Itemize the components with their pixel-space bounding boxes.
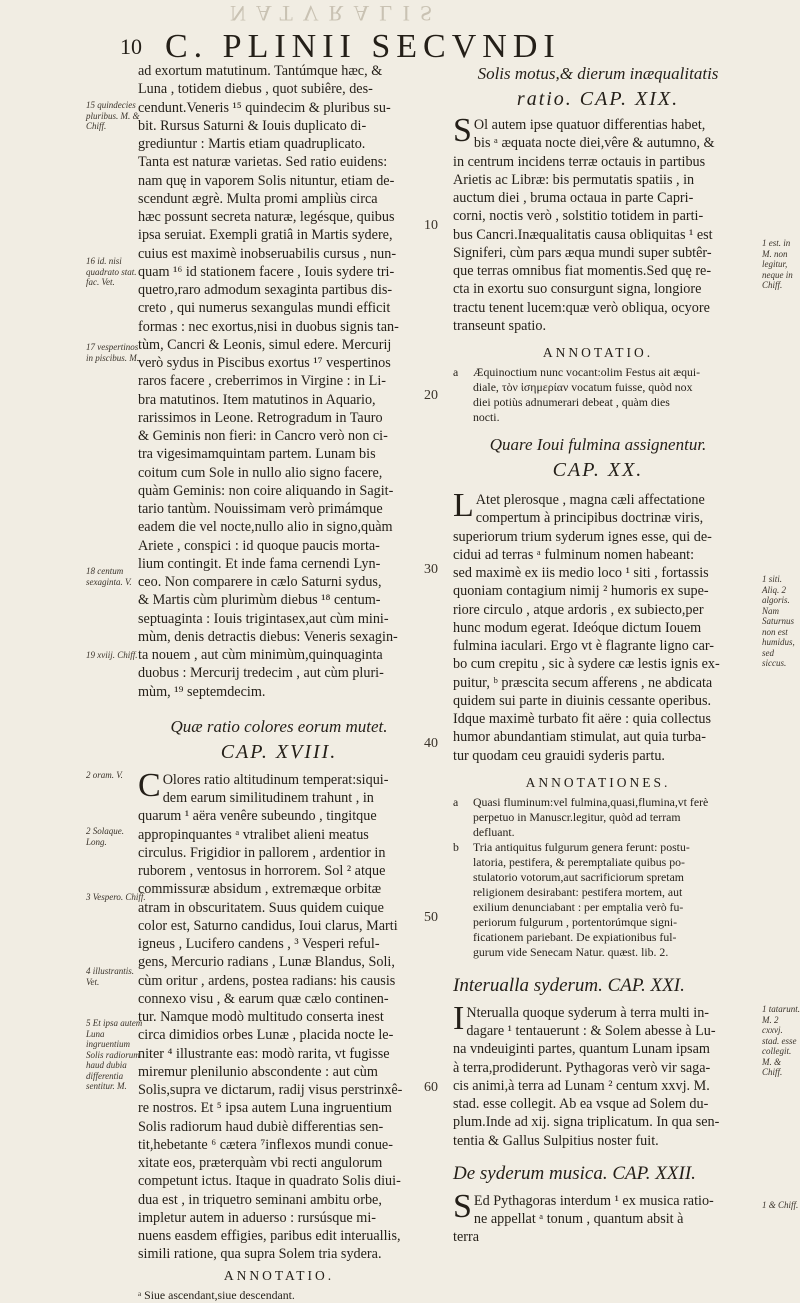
text-line: bis ᵃ æquata nocte diei,vêre & autumno, & bbox=[473, 135, 715, 152]
text-line: corni, noctis verò , solstitio totidem in parti- bbox=[453, 208, 704, 225]
text-line: miremur plenilunio abscondente : aut cùm bbox=[138, 1063, 378, 1080]
chapter-21-title: Interualla syderum. CAP. XXI. bbox=[453, 974, 685, 996]
chapter-18-title: Quæ ratio colores eorum mutet. bbox=[170, 716, 388, 736]
margin-note-18: 18 centum sexaginta. V. bbox=[86, 566, 132, 587]
text-line: duobus : Mercurij tredecim , aut cùm pluri- bbox=[138, 665, 384, 682]
text-line: ipsa seruiat. Exempli gratiâ in Martis sydere, bbox=[138, 227, 393, 244]
text-line: circa dimidios orbes Lunæ , placida nocte le- bbox=[138, 1027, 394, 1044]
text-line: perpetuo in Manuscr.legitur, quòd ad terram bbox=[473, 809, 681, 824]
text-line: ne appellat ᵃ tonum , quantum absit à bbox=[473, 1211, 684, 1227]
right-text-block-4 bbox=[453, 1187, 743, 1247]
text-line: simili ratione, qua supra Solem tria sydera. bbox=[138, 1246, 382, 1263]
text-line: color est, Saturno candidus, Ioui clarus, Marti bbox=[138, 917, 398, 934]
left-text-block-2 bbox=[138, 766, 420, 1264]
text-line: cendunt.Veneris ¹⁵ quindecim & pluribus su- bbox=[138, 99, 391, 116]
text-line: impletur autem in aduerso : rursúsque mi- bbox=[138, 1209, 376, 1226]
margin-note-r2: 1 siti. Aliq. 2 algoris. Nam Saturnus non est humidus, sed siccus. bbox=[762, 574, 795, 668]
text-line: Arietis ac Libræ: bis permutatis spatiis , in bbox=[453, 171, 695, 188]
text-line: formas : nec exortus,nisi in duobus signis tan- bbox=[138, 318, 399, 335]
margin-note-a2b: 2 Solaque. Long. bbox=[86, 826, 124, 847]
text-line: Ed Pythagoras interdum ¹ ex musica ratio- bbox=[473, 1192, 714, 1209]
text-line: defluant. bbox=[473, 824, 515, 839]
drop-cap: S bbox=[453, 112, 472, 149]
text-line: tra vigesimamquintam partem. Lunam bis bbox=[138, 446, 376, 463]
text-line: quarum ¹ aëra venêre subeundo , tingitque bbox=[138, 808, 377, 825]
right-text-block-3 bbox=[453, 999, 743, 1150]
text-line: superiorum trium syderum ignes esse, qui de- bbox=[453, 528, 712, 545]
text-line: igneus , Lucifero candens , ³ Vesperi reful- bbox=[138, 936, 380, 952]
text-line: tùm, Cancri & Leonis, simul edere. Mercurij bbox=[138, 336, 392, 353]
margin-note-r1: 1 est. in M. non legitur, neque in Chiff. bbox=[762, 238, 793, 290]
text-line: cuius est maximè inobseruabilis cursus , nun- bbox=[138, 245, 397, 262]
text-line: bra matutinos. Item matutinos in Aquario, bbox=[138, 391, 376, 408]
note-marker-b: b bbox=[453, 839, 459, 854]
margin-note-a2: 2 oram. V. bbox=[86, 770, 123, 780]
text-line: Ariete , conspici : id quoque paucis morta- bbox=[138, 537, 380, 554]
text-line: niter ⁴ illustrante eas: modò rarita, vt fugisse bbox=[138, 1045, 390, 1062]
text-line: septuaginta : Iouis trigintasex,aut cùm mini- bbox=[138, 610, 389, 627]
annotatio-note-lines bbox=[473, 365, 700, 425]
text-line: que terras omnibus fiat momentis.Sed quę re- bbox=[453, 263, 712, 279]
text-line: competunt ictus. Itaque in quadrato Solis diui- bbox=[138, 1173, 401, 1190]
text-line: lium contingit. Et inde fama cernendi Lyn- bbox=[138, 555, 381, 572]
text-line: puitur, ᵇ præscita secum afferens , ne abdicata bbox=[453, 674, 713, 691]
text-line: tentia & Gallus Sulpitius noster fuit. bbox=[453, 1132, 659, 1149]
text-line: tario tantùm. Nouissimam verò primámque bbox=[138, 501, 383, 517]
annotationes-a-lines bbox=[473, 795, 708, 840]
line-number: 10 bbox=[424, 218, 438, 233]
drop-cap: C bbox=[138, 766, 161, 804]
drop-cap: I bbox=[453, 999, 465, 1037]
text-line: grediuntur : Martis etiam quadruplicato. bbox=[138, 136, 366, 152]
text-line: ta nouem , aut cùm minimùm,quinquaginta bbox=[138, 647, 383, 663]
text-line: plum.Inde ad xij. signa triplicatum. In qua sen- bbox=[453, 1114, 720, 1131]
text-line: na vndeuiginti partes, quantum Lunam ipsam bbox=[453, 1041, 710, 1058]
text-line: stad. esse collegit. Ab ea vsque ad Solem du- bbox=[453, 1096, 709, 1112]
margin-note-r4: 1 & Chiff. bbox=[762, 1200, 799, 1210]
text-line: Quasi fluminum:vel fulmina,quasi,flumina,vt ferè bbox=[473, 794, 709, 809]
chapter-20-title: Quare Ioui fulmina assignentur. bbox=[489, 435, 707, 454]
text-line: creto , qui numerus sexangulas mundi efficit bbox=[138, 300, 391, 317]
text-line: hæc possunt secreta naturæ, legésque, quibus bbox=[138, 209, 395, 225]
chapter-18-number: CAP. XVIII. bbox=[220, 740, 338, 763]
text-line: latoria, pestifera, & peremptaliate quibus po- bbox=[473, 854, 685, 869]
line-number: 40 bbox=[424, 736, 438, 751]
bleed-through-text: NATVRALIS bbox=[230, 1, 443, 26]
text-line: ceo. Non comparere in cælo Saturni sydus, bbox=[138, 574, 382, 590]
text-line: Tria antiquitus fulgurum genera ferunt: postu- bbox=[473, 839, 690, 854]
text-line: compertum à principibus doctrinæ viris, bbox=[475, 510, 704, 527]
text-line: connexo visu , & earum quæ cælo continen- bbox=[138, 990, 389, 1007]
text-line: Atet plerosque , magna cæli affectatione bbox=[475, 492, 705, 508]
text-line: terra bbox=[453, 1229, 479, 1246]
text-line: scendunt ægrè. Multa promi ampliùs circa bbox=[138, 190, 378, 207]
page-number: 10 bbox=[120, 34, 142, 59]
annotationes-note-b bbox=[453, 840, 743, 960]
text-line: Ol autem ipse quatuor differentias habet, bbox=[473, 117, 706, 133]
text-line: exilium denunciabant : per emptalia verò fu- bbox=[473, 899, 684, 914]
text-line: periorum fulgurum , portentorúmque signi- bbox=[473, 914, 678, 929]
annotatio-note-a bbox=[453, 365, 743, 425]
text-line: verò sydus in Piscibus exortus ¹⁷ vespertinos bbox=[138, 355, 391, 371]
text-line: quoniam contagium nimij ² humoris ex supe- bbox=[453, 583, 709, 600]
margin-note-17: 17 vespertinos in piscibus. M. bbox=[86, 342, 139, 363]
text-line: mùm, denis detractis diebus: Veneris sexagin- bbox=[138, 628, 398, 645]
annotationes-heading: ANNOTATIONES. bbox=[525, 774, 671, 790]
text-line: humor abundantiam stimulat, aut quia turba- bbox=[453, 729, 706, 746]
text-line: quam ¹⁶ id stationem facere , Iouis sydere tri- bbox=[138, 263, 395, 280]
text-line: nam quę in vaporem Solis nituntur, etiam de- bbox=[138, 172, 395, 189]
text-line: ruborem , ventosus in horrorem. Sol ² atque bbox=[138, 863, 386, 879]
text-line: eadem die vel nocte,nullo alio in signo,quàm bbox=[138, 519, 393, 536]
text-line: stulatorio votorum,aut sacrificiorum spretam bbox=[473, 869, 684, 884]
text-line: commissuræ absidum , extremæque orbitæ bbox=[138, 881, 382, 898]
text-line: raros facere , creberrimos in Virgine : in Li- bbox=[138, 373, 386, 390]
annotationes-note-a bbox=[453, 795, 743, 840]
text-line: mùm, ¹⁹ septemdecim. bbox=[138, 683, 266, 700]
text-line: Tanta est naturæ varietas. Sed ratio euidens: bbox=[138, 154, 388, 171]
text-line: quidem sui parte in diuinis cessante operibus. bbox=[453, 692, 712, 709]
text-line: in centrum incidens terræ octauis in partibus bbox=[453, 153, 706, 170]
text-line: tur quodam ceu grauidi syderis partu. bbox=[453, 747, 665, 764]
text-line: cta in exortu suo consurgunt signa, longiore bbox=[453, 281, 702, 298]
left-annotatio-heading: ANNOTATIO. bbox=[223, 1267, 335, 1283]
text-line: Signiferi, cùm pars æqua mundi super subtêr- bbox=[453, 244, 712, 261]
line-number: 20 bbox=[424, 388, 438, 403]
margin-note-a3: 3 Vespero. Chiff. bbox=[86, 892, 146, 902]
left-text-block-1 bbox=[138, 62, 420, 701]
text-line: ad exortum matutinum. Tantúmque hæc, & bbox=[138, 63, 383, 79]
margin-note-a4: 4 illustrantis. Vet. bbox=[86, 966, 135, 987]
margin-note-19: 19 xviij. Chiff. bbox=[86, 650, 138, 660]
text-line: religionem desirabant: pestifera mortem, aut bbox=[473, 884, 683, 899]
chapter-22-title: De syderum musica. CAP. XXII. bbox=[453, 1162, 696, 1184]
text-line: sed maximè ex iis medio loco ¹ siti , fortassis bbox=[453, 565, 709, 581]
line-number: 60 bbox=[424, 1080, 438, 1095]
margin-note-a5: 5 Et ipsa autem Luna ingruentium Solis radiorum haud dubia differentia sentitur. M. bbox=[86, 1018, 143, 1091]
text-line: rarissimos in Leone. Retrogradum in Tauro bbox=[138, 409, 383, 426]
text-line: diale, τὸν ἰσημερίαν vocatum fuisse, quòd nox bbox=[473, 380, 693, 394]
text-line: dem earum similitudinem trahunt , in bbox=[162, 790, 374, 806]
text-line: fulmina iaculari. Ergo vt è flagrante ligno car- bbox=[453, 638, 715, 654]
text-line: bit. Rursus Saturni & Iouis duplicato di- bbox=[138, 117, 367, 134]
text-line: Nteruallа quoque syderum à terra multi in- bbox=[466, 1004, 710, 1021]
chapter-19-title: Solis motus,& dierum inæqualitatis bbox=[477, 64, 719, 83]
text-line: tur. Namque modò multitudo conserta inest bbox=[138, 1009, 384, 1025]
right-text-block-2 bbox=[453, 487, 743, 765]
text-line: transeunt spatio. bbox=[453, 317, 546, 334]
text-line: à terra,prodiderunt. Pythagoras verò vir saga- bbox=[453, 1059, 711, 1076]
text-line: ficationem pariebant. De expiationibus ful- bbox=[473, 929, 677, 944]
margin-note-15: 15 quindecies pluribus. M. & Chiff. bbox=[86, 100, 140, 131]
text-line: re nostros. Et ⁵ ipsa autem Luna ingruentium bbox=[138, 1100, 392, 1117]
drop-cap: S bbox=[453, 1187, 472, 1225]
line-number: 30 bbox=[424, 562, 438, 577]
margin-note-r3: 1 tatarunt. M. 2 cxxvj. stad. esse collegit. M. & Chiff. bbox=[762, 1004, 800, 1077]
text-line: bus Cancri.Inæqualitatis causa obliquitas ¹ est bbox=[453, 226, 713, 243]
text-line: dagare ¹ tentauerunt : & Solem abesse à Lu- bbox=[466, 1023, 716, 1039]
line-number: 50 bbox=[424, 910, 438, 925]
text-line: nocti. bbox=[473, 410, 500, 424]
text-line: gurum vide Senecam Natur. quæst. lib. 2. bbox=[473, 944, 669, 959]
text-line: quàm Geminis: non coire aliquando in Sagit- bbox=[138, 482, 394, 499]
left-column bbox=[138, 62, 420, 1303]
text-line: atram in obscuritatem. Suus quidem cuique bbox=[138, 899, 384, 916]
text-line: cidui ad terras ᵃ fulminum nomen habeant: bbox=[453, 546, 695, 563]
text-line: & Geminis non fieri: in Cancro verò non ci- bbox=[138, 428, 388, 444]
annotationes-b-lines bbox=[473, 840, 690, 960]
text-line: Luna , totidem diebus , quot subiêre, des- bbox=[138, 81, 373, 98]
text-line: cis animi,à terra ad Lunam ² centum xxvj. M. bbox=[453, 1077, 710, 1094]
text-line: cùm oritur , ardens, postea radians: his causis bbox=[138, 972, 396, 989]
text-line: gens, Mercurio radians , Lunæ Blandus, Soli, bbox=[138, 954, 395, 971]
annotatio-heading-1: ANNOTATIO. bbox=[542, 345, 654, 360]
text-line: Olores ratio altitudinum temperat:siqui- bbox=[162, 771, 389, 788]
text-line: bo cum crepitu , sic à sydere cæ lestis ignis ex- bbox=[453, 656, 720, 673]
right-text-block-1 bbox=[453, 112, 743, 335]
text-line: tit,hebetante ⁶ cætera ⁷inflexos mundi conue- bbox=[138, 1136, 393, 1153]
chapter-19-number: ratio. CAP. XIX. bbox=[516, 88, 680, 110]
running-title: C. PLINII SECVNDI bbox=[165, 28, 561, 65]
chapter-20-number: CAP. XX. bbox=[552, 459, 644, 481]
text-line: auctum diei , bruma octaua in parte Capri- bbox=[453, 190, 694, 206]
text-line: & Martis cùm plurimùm diebus ¹⁸ centum- bbox=[138, 592, 381, 609]
text-line: Idque maximè turbato fit aëre : quia collectus bbox=[453, 711, 712, 727]
text-line: Solis radiorum haud dubiè differentias sen- bbox=[138, 1118, 384, 1135]
text-line: diei potiùs adnumerari debeat , quàm dies bbox=[473, 395, 670, 409]
text-line: appropinquantes ᵃ vtralibet alieni meatus bbox=[138, 826, 369, 843]
text-line: circulus. Frigidior in pallorem , ardentior in bbox=[138, 844, 386, 861]
text-line: xitate eos, præterquàm vbi recti angulorum bbox=[138, 1155, 383, 1171]
note-marker-a: a bbox=[453, 365, 459, 379]
text-line: nuens easdem effigies, paribus edit interuallis, bbox=[138, 1228, 401, 1244]
right-column bbox=[453, 62, 743, 1247]
text-line: tractu tenent lucem:quæ verò obliqua, ocyore bbox=[453, 299, 710, 316]
text-line: coitum cum Sole in nullo alio signo facere, bbox=[138, 464, 383, 481]
drop-cap: L bbox=[453, 487, 474, 524]
text-line: dua est , in triquetro seminani ambitu orbe, bbox=[138, 1191, 382, 1208]
text-line: Solis,supra ve dictarum, radij visus perstrinxê- bbox=[138, 1082, 403, 1098]
margin-note-16: 16 id. nisi quadrato stat. fac. Vet. bbox=[86, 256, 137, 287]
text-line: Æquinoctium nunc vocant:olim Festus ait æqui- bbox=[473, 365, 701, 379]
note-marker-a2: a bbox=[453, 794, 459, 809]
text-line: hunc modum egerat. Ideóque dictum Iouem bbox=[453, 619, 702, 636]
text-line: riore circulo , atque ardoris , ex subiecto,per bbox=[453, 601, 704, 618]
left-annotatio-note: ᵃ Siue ascendant,siue descendant. bbox=[138, 1287, 295, 1302]
text-line: quetro,raro admodum sexaginta partibus dis- bbox=[138, 282, 393, 298]
